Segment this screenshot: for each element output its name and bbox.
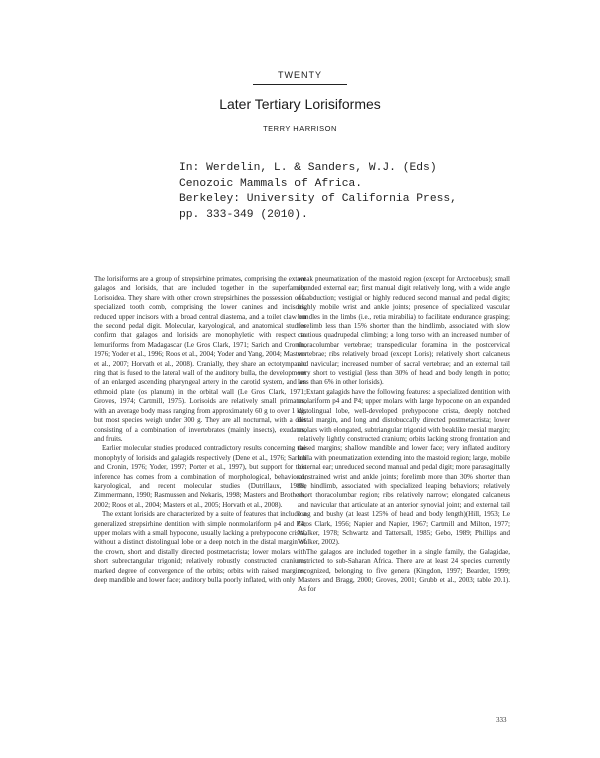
chapter-number: TWENTY bbox=[278, 70, 322, 80]
citation-line: In: Werdelin, L. & Sanders, W.J. (Eds) bbox=[179, 162, 437, 174]
chapter-title: Later Tertiary Lorisiformes bbox=[219, 96, 381, 112]
body-paragraph: The extant lorisids are characterized by a suite of features that include a generalized strepsirhine dentition with simple nonmolariform p4 and P4; upper molars with a small hypocone, usually lacking a prehypocone crista, without a distinct distolingual lobe or a deep notch in the distal margin of the crown, short and distally directed postmetacrista; lower molars with short subrectangular trigonid; relatively robustly constructed cranium; marked degree of convergence of the orbits; orbits with raised margins; deep mandible and lower face; auditory bulla poorly inflated, with only bbox=[94, 510, 306, 584]
body-paragraph: Extant galagids have the following features: a specialized dentition with molariform p4 and P4; upper molars with large hypocone on an expanded distolingual lobe, well-developed prehypocone crista, deeply notched distal margin, and long and distobuccally directed postmetacrista; lower molars with elongated, subtriangular trigonid with beaklike mesial margin; relatively lightly constructed cranium; orbits lacking strong frontation and raised margins; shallow mandible and lower face; very inflated auditory bulla with pneumatization extending into the mastoid region; large, mobile external ear; unreduced second manual and pedal digit; more parasagittally constrained wrist and ankle joints; forelimb more than 30% shorter than the hindlimb, associated with specialized leaping behaviors; relatively short thoracolumbar region; ribs relatively narrow; elongated calcaneus and navicular that articulate at an anterior synovial joint; and external tail long and bushy (at least 125% of head and body length)(Hill, 1953; Le Gros Clark, 1956; Napier and Napier, 1967; Cartmill and Milton, 1977; Walker, 1978; Schwartz and Tattersall, 1985; Gebo, 1989; Phillips and Walker, 2002). bbox=[298, 387, 510, 547]
citation-line: Cenozoic Mammals of Africa. bbox=[179, 177, 363, 190]
page-number: 333 bbox=[496, 716, 507, 724]
body-paragraph: weak pneumatization of the mastoid region (except for Arctocebus); small rounded external ear; first manual digit relatively long, with a wide angle of abduction; vestigial or highly reduced second manual and pedal digits; highly mobile wrist and ankle joints; presence of specialized vascular bundles in the limbs (i.e., retia mirabilia) to facilitate endurance grasping; forelimb less than 15% shorter than the hindlimb, associated with slow cautious quadrupedal climbing; a long torso with an increased number of thoracolumbar vertebrae; transpedicular foramina in the postcervical vertebrae; ribs relatively broad (except Loris); relatively short calcaneus and navicular; increased number of sacral vertebrae; and an external tail very short to vestigial (less than 30% of head and body length in potto; less than 6% in other lorisids). bbox=[298, 275, 510, 387]
citation-line: Berkeley: University of California Press, bbox=[179, 193, 457, 205]
body-column-right bbox=[298, 275, 510, 595]
body-paragraph: The lorisiforms are a group of strepsirhine primates, comprising the extant galagos and lorisids, that are included together in the superfamily Lorisoidea. They share with other crown strepsirhines the possession of a specialized tooth comb, comprising the lower canines and incisors, reduced upper incisors with a broad central diastema, and a toilet claw on the second pedal digit. Molecular, karyological, and anatomical studies confirm that galagos and lorisids are monophyletic with respect to lemuriforms from Madagascar (Le Gros Clark, 1971; Sarich and Cronin, 1976; Yoder et al., 1996; Roos et al., 2004; Yoder and Yang, 2004; Masters et al., 2007; Horvath et al., 2008). Cranially, they share an ectotympanic ring that is fused to the lateral wall of the auditory bulla, the development of an enlarged ascending pharyngeal artery in the carotid system, and an ethmoid plate (os planum) in the orbital wall (Le Gros Clark, 1971; Groves, 1974; Cartmill, 1975). Lorisoids are relatively small primates, with an average body mass ranging from approximately 60 g to over 1 kg, but most species weigh under 300 g. They are all nocturnal, with a diet consisting of a combination of invertebrates (mainly insects), exudates, and fruits. bbox=[94, 275, 306, 443]
author-name: TERRY HARRISON bbox=[263, 124, 337, 133]
citation-line: pp. 333-349 (2010). bbox=[179, 208, 308, 221]
body-paragraph: Earlier molecular studies produced contradictory results concerning the monophyly of lorisids and galagids respectively (Dene et al., 1976; Sarich and Cronin, 1976; Yoder, 1997; Porter et al., 1997), but support for this inference has comes from a combination of morphological, behavioral, karyological, and recent molecular studies (Dutrillaux, 1988; Zimmermann, 1990; Rasmussen and Nekaris, 1998; Masters and Brothers, 2002; Roos et al., 2004; Masters et al., 2005; Horvath et al., 2008). bbox=[94, 444, 306, 509]
body-column-left bbox=[94, 275, 306, 585]
body-paragraph: The galagos are included together in a single family, the Galagidae, restricted to sub-Saharan Africa. There are at least 24 species currently recognized, belonging to five genera (Kingdon, 1997; Bearder, 1999; Masters and Bragg, 2000; Groves, 2001; Grubb et al., 2003; table 20.1). As for bbox=[298, 547, 510, 594]
title-divider bbox=[253, 84, 347, 85]
citation-stamp bbox=[179, 161, 457, 223]
